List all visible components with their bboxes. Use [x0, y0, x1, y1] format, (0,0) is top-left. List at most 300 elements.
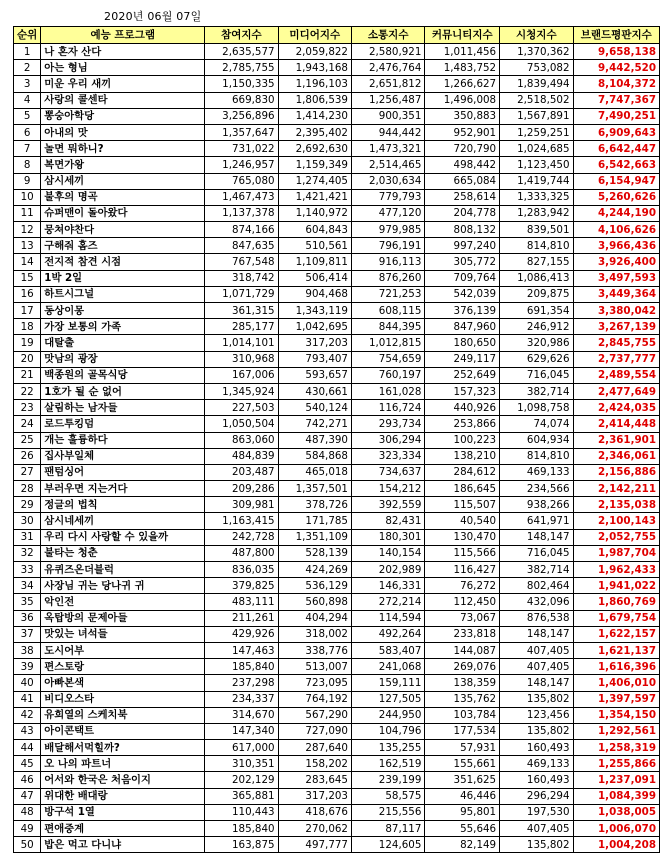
viewership-cell: 382,714	[500, 383, 573, 399]
program-name-cell: 아빠본색	[41, 675, 205, 691]
brand-reputation-table	[13, 26, 660, 853]
community-cell: 253,866	[425, 416, 500, 432]
table-row	[14, 189, 660, 205]
brand-index-cell: 1,084,399	[573, 788, 659, 804]
communication-cell: 116,724	[351, 400, 424, 416]
community-cell: 82,149	[425, 837, 500, 853]
participation-cell: 1,357,647	[205, 124, 278, 140]
participation-cell: 1,014,101	[205, 335, 278, 351]
brand-index-cell: 1,622,157	[573, 626, 659, 642]
media-cell: 560,898	[278, 594, 351, 610]
program-name-cell: 유퀴즈온더블럭	[41, 562, 205, 578]
participation-cell: 318,742	[205, 270, 278, 286]
community-cell: 351,625	[425, 772, 500, 788]
program-name-cell: 구해줘 홈즈	[41, 238, 205, 254]
brand-index-cell: 1,941,022	[573, 578, 659, 594]
community-cell: 498,442	[425, 157, 500, 173]
participation-cell: 429,926	[205, 626, 278, 642]
header-communication: 소통지수	[351, 27, 424, 44]
rank-cell: 50	[14, 837, 41, 853]
rank-cell: 43	[14, 723, 41, 739]
media-cell: 338,776	[278, 642, 351, 658]
viewership-cell: 234,566	[500, 481, 573, 497]
header-rank: 순위	[14, 27, 41, 44]
media-cell: 1,421,421	[278, 189, 351, 205]
media-cell: 283,645	[278, 772, 351, 788]
brand-index-cell: 9,442,520	[573, 60, 659, 76]
media-cell: 1,109,811	[278, 254, 351, 270]
table-row	[14, 367, 660, 383]
media-cell: 528,139	[278, 545, 351, 561]
community-cell: 1,266,627	[425, 76, 500, 92]
brand-index-cell: 1,354,150	[573, 707, 659, 723]
media-cell: 317,203	[278, 335, 351, 351]
media-cell: 1,943,168	[278, 60, 351, 76]
participation-cell: 483,111	[205, 594, 278, 610]
program-name-cell: 편애중계	[41, 821, 205, 837]
media-cell: 424,269	[278, 562, 351, 578]
media-cell: 1,159,349	[278, 157, 351, 173]
program-name-cell: 옥탑방의 문제아들	[41, 610, 205, 626]
table-row	[14, 416, 660, 432]
viewership-cell: 1,098,758	[500, 400, 573, 416]
community-cell: 177,534	[425, 723, 500, 739]
program-name-cell: 삼시세끼	[41, 173, 205, 189]
table-row	[14, 659, 660, 675]
viewership-cell: 148,147	[500, 529, 573, 545]
program-name-cell: 하트시그널	[41, 286, 205, 302]
viewership-cell: 1,024,685	[500, 141, 573, 157]
participation-cell: 874,166	[205, 222, 278, 238]
media-cell: 584,868	[278, 448, 351, 464]
table-row	[14, 642, 660, 658]
participation-cell: 765,080	[205, 173, 278, 189]
table-row	[14, 351, 660, 367]
participation-cell: 365,881	[205, 788, 278, 804]
communication-cell: 2,030,634	[351, 173, 424, 189]
communication-cell: 2,580,921	[351, 44, 424, 60]
viewership-cell: 320,986	[500, 335, 573, 351]
viewership-cell: 135,802	[500, 691, 573, 707]
communication-cell: 734,637	[351, 464, 424, 480]
media-cell: 317,203	[278, 788, 351, 804]
communication-cell: 127,505	[351, 691, 424, 707]
brand-index-cell: 1,962,433	[573, 562, 659, 578]
table-row	[14, 205, 660, 221]
table-row	[14, 545, 660, 561]
community-cell: 808,132	[425, 222, 500, 238]
table-row	[14, 173, 660, 189]
media-cell: 404,294	[278, 610, 351, 626]
viewership-cell: 469,133	[500, 756, 573, 772]
community-cell: 100,223	[425, 432, 500, 448]
table-row	[14, 141, 660, 157]
program-name-cell: 편스토랑	[41, 659, 205, 675]
rank-cell: 20	[14, 351, 41, 367]
community-cell: 76,272	[425, 578, 500, 594]
viewership-cell: 74,074	[500, 416, 573, 432]
communication-cell: 477,120	[351, 205, 424, 221]
viewership-cell: 296,294	[500, 788, 573, 804]
table-row	[14, 270, 660, 286]
brand-index-cell: 2,142,211	[573, 481, 659, 497]
community-cell: 350,883	[425, 108, 500, 124]
community-cell: 440,926	[425, 400, 500, 416]
participation-cell: 617,000	[205, 740, 278, 756]
program-name-cell: 위대한 배대랑	[41, 788, 205, 804]
media-cell: 604,843	[278, 222, 351, 238]
participation-cell: 1,163,415	[205, 513, 278, 529]
viewership-cell: 1,259,251	[500, 124, 573, 140]
participation-cell: 234,337	[205, 691, 278, 707]
community-cell: 138,359	[425, 675, 500, 691]
participation-cell: 767,548	[205, 254, 278, 270]
rank-cell: 15	[14, 270, 41, 286]
communication-cell: 180,301	[351, 529, 424, 545]
viewership-cell: 1,567,891	[500, 108, 573, 124]
participation-cell: 1,345,924	[205, 383, 278, 399]
brand-index-cell: 2,100,143	[573, 513, 659, 529]
viewership-cell: 839,501	[500, 222, 573, 238]
viewership-cell: 382,714	[500, 562, 573, 578]
program-name-cell: 1박 2일	[41, 270, 205, 286]
viewership-cell: 814,810	[500, 238, 573, 254]
brand-index-cell: 6,154,947	[573, 173, 659, 189]
rank-cell: 32	[14, 545, 41, 561]
program-name-cell: 가장 보통의 가족	[41, 319, 205, 335]
program-name-cell: 동상이몽	[41, 303, 205, 319]
program-name-cell: 전지적 참견 시점	[41, 254, 205, 270]
viewership-cell: 691,354	[500, 303, 573, 319]
media-cell: 418,676	[278, 804, 351, 820]
rank-cell: 30	[14, 513, 41, 529]
table-row	[14, 124, 660, 140]
participation-cell: 167,006	[205, 367, 278, 383]
media-cell: 1,357,501	[278, 481, 351, 497]
rank-cell: 44	[14, 740, 41, 756]
table-row	[14, 626, 660, 642]
community-cell: 258,614	[425, 189, 500, 205]
participation-cell: 314,670	[205, 707, 278, 723]
brand-index-cell: 4,106,626	[573, 222, 659, 238]
program-name-cell: 불타는 청춘	[41, 545, 205, 561]
viewership-cell: 2,518,502	[500, 92, 573, 108]
rank-cell: 47	[14, 788, 41, 804]
rank-cell: 39	[14, 659, 41, 675]
community-cell: 95,801	[425, 804, 500, 820]
brand-index-cell: 1,621,137	[573, 642, 659, 658]
viewership-cell: 938,266	[500, 497, 573, 513]
brand-index-cell: 2,052,755	[573, 529, 659, 545]
participation-cell: 110,443	[205, 804, 278, 820]
community-cell: 116,427	[425, 562, 500, 578]
brand-index-cell: 6,642,447	[573, 141, 659, 157]
media-cell: 1,351,109	[278, 529, 351, 545]
communication-cell: 162,519	[351, 756, 424, 772]
communication-cell: 844,395	[351, 319, 424, 335]
viewership-cell: 1,123,450	[500, 157, 573, 173]
media-cell: 378,726	[278, 497, 351, 513]
communication-cell: 979,985	[351, 222, 424, 238]
communication-cell: 114,594	[351, 610, 424, 626]
community-cell: 130,470	[425, 529, 500, 545]
rank-cell: 22	[14, 383, 41, 399]
brand-index-cell: 5,260,626	[573, 189, 659, 205]
rank-cell: 26	[14, 448, 41, 464]
rank-cell: 14	[14, 254, 41, 270]
rank-cell: 46	[14, 772, 41, 788]
media-cell: 2,059,822	[278, 44, 351, 60]
table-row	[14, 92, 660, 108]
media-cell: 430,661	[278, 383, 351, 399]
rank-cell: 19	[14, 335, 41, 351]
communication-cell: 583,407	[351, 642, 424, 658]
communication-cell: 293,734	[351, 416, 424, 432]
participation-cell: 3,256,896	[205, 108, 278, 124]
rank-cell: 2	[14, 60, 41, 76]
brand-index-cell: 2,346,061	[573, 448, 659, 464]
viewership-cell: 716,045	[500, 545, 573, 561]
communication-cell: 1,256,487	[351, 92, 424, 108]
rank-cell: 36	[14, 610, 41, 626]
table-row	[14, 740, 660, 756]
brand-index-cell: 7,490,251	[573, 108, 659, 124]
viewership-cell: 246,912	[500, 319, 573, 335]
program-name-cell: 아내의 맛	[41, 124, 205, 140]
communication-cell: 1,473,321	[351, 141, 424, 157]
viewership-cell: 160,493	[500, 740, 573, 756]
rank-cell: 7	[14, 141, 41, 157]
table-row	[14, 222, 660, 238]
table-row	[14, 772, 660, 788]
participation-cell: 237,298	[205, 675, 278, 691]
viewership-cell: 802,464	[500, 578, 573, 594]
viewership-cell: 876,538	[500, 610, 573, 626]
participation-cell: 202,129	[205, 772, 278, 788]
community-cell: 305,772	[425, 254, 500, 270]
communication-cell: 159,111	[351, 675, 424, 691]
viewership-cell: 148,147	[500, 675, 573, 691]
table-row	[14, 691, 660, 707]
participation-cell: 1,071,729	[205, 286, 278, 302]
brand-index-cell: 2,156,886	[573, 464, 659, 480]
program-name-cell: 뽕숭아학당	[41, 108, 205, 124]
rank-cell: 9	[14, 173, 41, 189]
rank-cell: 21	[14, 367, 41, 383]
program-name-cell: 놀면 뭐하니?	[41, 141, 205, 157]
rank-cell: 31	[14, 529, 41, 545]
brand-index-cell: 2,361,901	[573, 432, 659, 448]
community-cell: 233,818	[425, 626, 500, 642]
participation-cell: 487,800	[205, 545, 278, 561]
table-row	[14, 788, 660, 804]
program-name-cell: 사장님 귀는 당나귀 귀	[41, 578, 205, 594]
rank-cell: 35	[14, 594, 41, 610]
media-cell: 487,390	[278, 432, 351, 448]
communication-cell: 87,117	[351, 821, 424, 837]
brand-index-cell: 2,737,777	[573, 351, 659, 367]
program-name-cell: 1호가 될 순 없어	[41, 383, 205, 399]
brand-index-cell: 2,424,035	[573, 400, 659, 416]
community-cell: 57,931	[425, 740, 500, 756]
program-name-cell: 슈퍼맨이 돌아왔다	[41, 205, 205, 221]
program-name-cell: 맛남의 광장	[41, 351, 205, 367]
media-cell: 540,124	[278, 400, 351, 416]
program-name-cell: 사랑의 콜센타	[41, 92, 205, 108]
program-name-cell: 정글의 법칙	[41, 497, 205, 513]
community-cell: 952,901	[425, 124, 500, 140]
program-name-cell: 아이콘택트	[41, 723, 205, 739]
program-name-cell: 오 나의 파트너	[41, 756, 205, 772]
community-cell: 112,450	[425, 594, 500, 610]
community-cell: 186,645	[425, 481, 500, 497]
viewership-cell: 407,405	[500, 659, 573, 675]
rank-cell: 12	[14, 222, 41, 238]
community-cell: 115,566	[425, 545, 500, 561]
brand-index-cell: 4,244,190	[573, 205, 659, 221]
viewership-cell: 629,626	[500, 351, 573, 367]
participation-cell: 147,463	[205, 642, 278, 658]
brand-index-cell: 2,489,554	[573, 367, 659, 383]
program-name-cell: 어서와 한국은 처음이지	[41, 772, 205, 788]
brand-index-cell: 7,747,367	[573, 92, 659, 108]
participation-cell: 669,830	[205, 92, 278, 108]
community-cell: 135,762	[425, 691, 500, 707]
viewership-cell: 814,810	[500, 448, 573, 464]
community-cell: 284,612	[425, 464, 500, 480]
table-row	[14, 821, 660, 837]
table-row	[14, 238, 660, 254]
brand-index-cell: 1,987,704	[573, 545, 659, 561]
community-cell: 1,483,752	[425, 60, 500, 76]
communication-cell: 944,442	[351, 124, 424, 140]
participation-cell: 361,315	[205, 303, 278, 319]
program-name-cell: 나 혼자 산다	[41, 44, 205, 60]
communication-cell: 58,575	[351, 788, 424, 804]
rank-cell: 17	[14, 303, 41, 319]
participation-cell: 185,840	[205, 659, 278, 675]
brand-index-cell: 1,258,319	[573, 740, 659, 756]
communication-cell: 323,334	[351, 448, 424, 464]
viewership-cell: 160,493	[500, 772, 573, 788]
rank-cell: 1	[14, 44, 41, 60]
participation-cell: 211,261	[205, 610, 278, 626]
rank-cell: 11	[14, 205, 41, 221]
viewership-cell: 123,456	[500, 707, 573, 723]
table-body	[14, 44, 660, 853]
media-cell: 506,414	[278, 270, 351, 286]
brand-index-cell: 3,926,400	[573, 254, 659, 270]
table-row	[14, 335, 660, 351]
media-cell: 904,468	[278, 286, 351, 302]
participation-cell: 1,246,957	[205, 157, 278, 173]
media-cell: 793,407	[278, 351, 351, 367]
communication-cell: 779,793	[351, 189, 424, 205]
viewership-cell: 148,147	[500, 626, 573, 642]
brand-index-cell: 1,006,070	[573, 821, 659, 837]
table-row	[14, 837, 660, 853]
media-cell: 764,192	[278, 691, 351, 707]
rank-cell: 16	[14, 286, 41, 302]
communication-cell: 2,651,812	[351, 76, 424, 92]
viewership-cell: 407,405	[500, 642, 573, 658]
participation-cell: 227,503	[205, 400, 278, 416]
program-name-cell: 맛있는 녀석들	[41, 626, 205, 642]
table-row	[14, 707, 660, 723]
brand-index-cell: 9,658,138	[573, 44, 659, 60]
media-cell: 1,806,539	[278, 92, 351, 108]
viewership-cell: 469,133	[500, 464, 573, 480]
communication-cell: 754,659	[351, 351, 424, 367]
table-row	[14, 44, 660, 60]
program-name-cell: 부러우면 지는거다	[41, 481, 205, 497]
viewership-cell: 827,155	[500, 254, 573, 270]
community-cell: 709,764	[425, 270, 500, 286]
rank-cell: 24	[14, 416, 41, 432]
participation-cell: 1,467,473	[205, 189, 278, 205]
table-row	[14, 432, 660, 448]
viewership-cell: 1,370,362	[500, 44, 573, 60]
rank-cell: 49	[14, 821, 41, 837]
community-cell: 157,323	[425, 383, 500, 399]
community-cell: 55,646	[425, 821, 500, 837]
brand-index-cell: 1,679,754	[573, 610, 659, 626]
brand-index-cell: 2,414,448	[573, 416, 659, 432]
rank-cell: 23	[14, 400, 41, 416]
participation-cell: 1,150,335	[205, 76, 278, 92]
brand-index-cell: 3,966,436	[573, 238, 659, 254]
media-cell: 742,271	[278, 416, 351, 432]
participation-cell: 147,340	[205, 723, 278, 739]
media-cell: 1,274,405	[278, 173, 351, 189]
media-cell: 171,785	[278, 513, 351, 529]
community-cell: 103,784	[425, 707, 500, 723]
communication-cell: 492,264	[351, 626, 424, 642]
media-cell: 1,140,972	[278, 205, 351, 221]
participation-cell: 2,635,577	[205, 44, 278, 60]
program-name-cell: 미운 우리 새끼	[41, 76, 205, 92]
participation-cell: 731,022	[205, 141, 278, 157]
communication-cell: 239,199	[351, 772, 424, 788]
community-cell: 720,790	[425, 141, 500, 157]
program-name-cell: 대탈출	[41, 335, 205, 351]
header-participation: 참여지수	[205, 27, 278, 44]
viewership-cell: 407,405	[500, 821, 573, 837]
communication-cell: 721,253	[351, 286, 424, 302]
community-cell: 40,540	[425, 513, 500, 529]
media-cell: 2,692,630	[278, 141, 351, 157]
communication-cell: 244,950	[351, 707, 424, 723]
participation-cell: 310,351	[205, 756, 278, 772]
media-cell: 497,777	[278, 837, 351, 853]
communication-cell: 608,115	[351, 303, 424, 319]
media-cell: 567,290	[278, 707, 351, 723]
table-row	[14, 804, 660, 820]
program-name-cell: 로드투킹덤	[41, 416, 205, 432]
program-name-cell: 배달해서먹힐까?	[41, 740, 205, 756]
participation-cell: 309,981	[205, 497, 278, 513]
rank-cell: 13	[14, 238, 41, 254]
communication-cell: 124,605	[351, 837, 424, 853]
participation-cell: 2,785,755	[205, 60, 278, 76]
community-cell: 1,496,008	[425, 92, 500, 108]
report-date: 2020년 06월 07일	[104, 10, 202, 23]
communication-cell: 104,796	[351, 723, 424, 739]
media-cell: 465,018	[278, 464, 351, 480]
brand-index-cell: 1,004,208	[573, 837, 659, 853]
participation-cell: 1,050,504	[205, 416, 278, 432]
viewership-cell: 1,333,325	[500, 189, 573, 205]
